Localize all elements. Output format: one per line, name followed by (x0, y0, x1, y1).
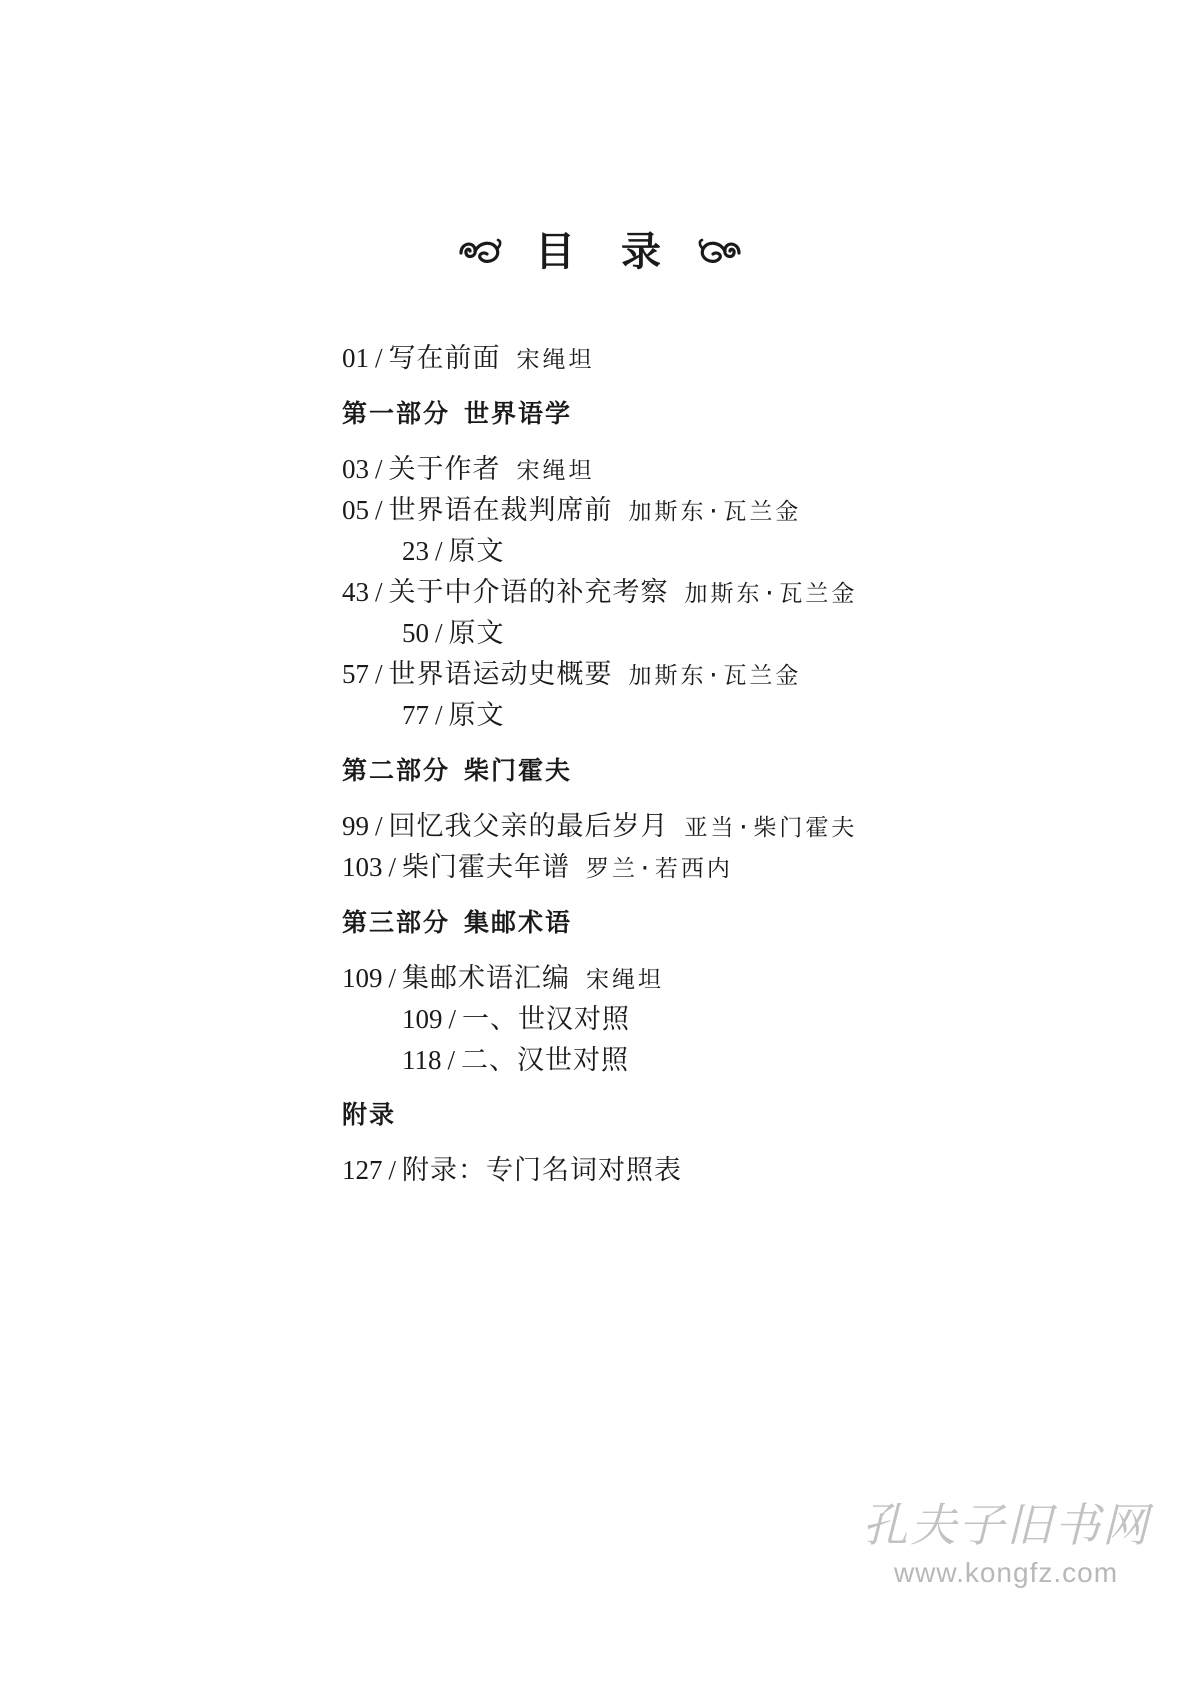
toc-subentry[interactable] (402, 1042, 629, 1079)
separator: / (435, 700, 443, 730)
section-name: 柴门霍夫 (464, 756, 573, 785)
separator: / (375, 343, 383, 373)
toc-entry[interactable] (342, 574, 857, 612)
fleuron-right-icon (697, 237, 743, 267)
page-number: 127 (342, 1155, 383, 1185)
fleuron-left-icon (457, 237, 503, 267)
entry-title: 二、汉世对照 (461, 1045, 630, 1076)
toc-entry[interactable] (342, 1152, 682, 1189)
section-heading-appendix (342, 1097, 396, 1133)
separator: / (375, 577, 383, 607)
separator: / (375, 659, 383, 689)
section-heading-part2 (342, 753, 572, 789)
section-heading-part1 (342, 396, 572, 432)
section-number: 第二部分 (342, 756, 451, 785)
separator: / (388, 852, 397, 882)
watermark-url: www.kongfz.com (893, 1557, 1119, 1588)
watermark-site-name: 孔夫子旧书网 (862, 1498, 1150, 1552)
separator: / (388, 1155, 397, 1185)
toc-subentry[interactable] (402, 697, 505, 734)
title-text: 目 录 (535, 229, 665, 275)
toc-entry[interactable] (342, 849, 733, 887)
toc-entry[interactable] (342, 656, 801, 694)
section-heading-part3 (342, 905, 572, 941)
entry-author: 加斯东·瓦兰金 (684, 581, 858, 607)
separator: / (388, 963, 397, 993)
section-number: 第三部分 (342, 908, 451, 937)
page-number: 23 (402, 536, 429, 566)
section-name: 附录 (342, 1100, 397, 1129)
entry-title: 回忆我父亲的最后岁月 (388, 811, 669, 842)
entry-title: 关于作者 (388, 454, 501, 485)
separator: / (435, 618, 443, 648)
page-number: 77 (402, 700, 429, 730)
entry-title: 附录：专门名词对照表 (402, 1155, 683, 1186)
entry-title: 一、世汉对照 (462, 1004, 631, 1035)
separator: / (375, 454, 383, 484)
entry-title: 柴门霍夫年谱 (402, 852, 571, 883)
entry-title: 原文 (448, 700, 505, 731)
toc-subentry[interactable] (402, 533, 505, 570)
page-number: 99 (342, 811, 369, 841)
entry-title: 关于中介语的补充考察 (388, 577, 669, 608)
entry-title: 世界语运动史概要 (388, 659, 613, 690)
entry-title: 世界语在裁判席前 (388, 495, 613, 526)
page-title (0, 222, 1200, 280)
toc-entry[interactable] (342, 451, 595, 489)
toc-entry[interactable] (342, 492, 801, 530)
entry-title: 原文 (448, 618, 505, 649)
page-number: 50 (402, 618, 429, 648)
entry-author: 罗兰·若西内 (586, 856, 733, 882)
section-number: 第一部分 (342, 399, 451, 428)
toc-entry-preface[interactable] (342, 340, 595, 378)
entry-title: 写在前面 (388, 343, 501, 374)
separator: / (375, 811, 383, 841)
page-number: 57 (342, 659, 369, 689)
entry-title: 原文 (448, 536, 505, 567)
separator: / (435, 536, 443, 566)
page-number: 03 (342, 454, 369, 484)
page-number: 109 (402, 1004, 443, 1034)
entry-author: 宋绳坦 (516, 347, 595, 373)
watermark (862, 1489, 1150, 1589)
page-number: 109 (342, 963, 383, 993)
toc-entry[interactable] (342, 808, 857, 846)
entry-author: 加斯东·瓦兰金 (628, 663, 802, 689)
page-number: 43 (342, 577, 369, 607)
entry-author: 亚当·柴门霍夫 (684, 815, 858, 841)
separator: / (447, 1045, 456, 1075)
page-number: 01 (342, 343, 369, 373)
entry-author: 宋绳坦 (516, 458, 595, 484)
section-name: 集邮术语 (464, 908, 573, 937)
separator: / (448, 1004, 457, 1034)
entry-author: 加斯东·瓦兰金 (628, 499, 802, 525)
page-number: 05 (342, 495, 369, 525)
section-name: 世界语学 (464, 399, 573, 428)
separator: / (375, 495, 383, 525)
entry-author: 宋绳坦 (586, 967, 665, 993)
entry-title: 集邮术语汇编 (402, 963, 571, 994)
toc-subentry[interactable] (402, 1001, 630, 1038)
page-number: 103 (342, 852, 383, 882)
toc-entry[interactable] (342, 960, 664, 998)
page-number: 118 (402, 1045, 442, 1075)
toc-subentry[interactable] (402, 615, 505, 652)
